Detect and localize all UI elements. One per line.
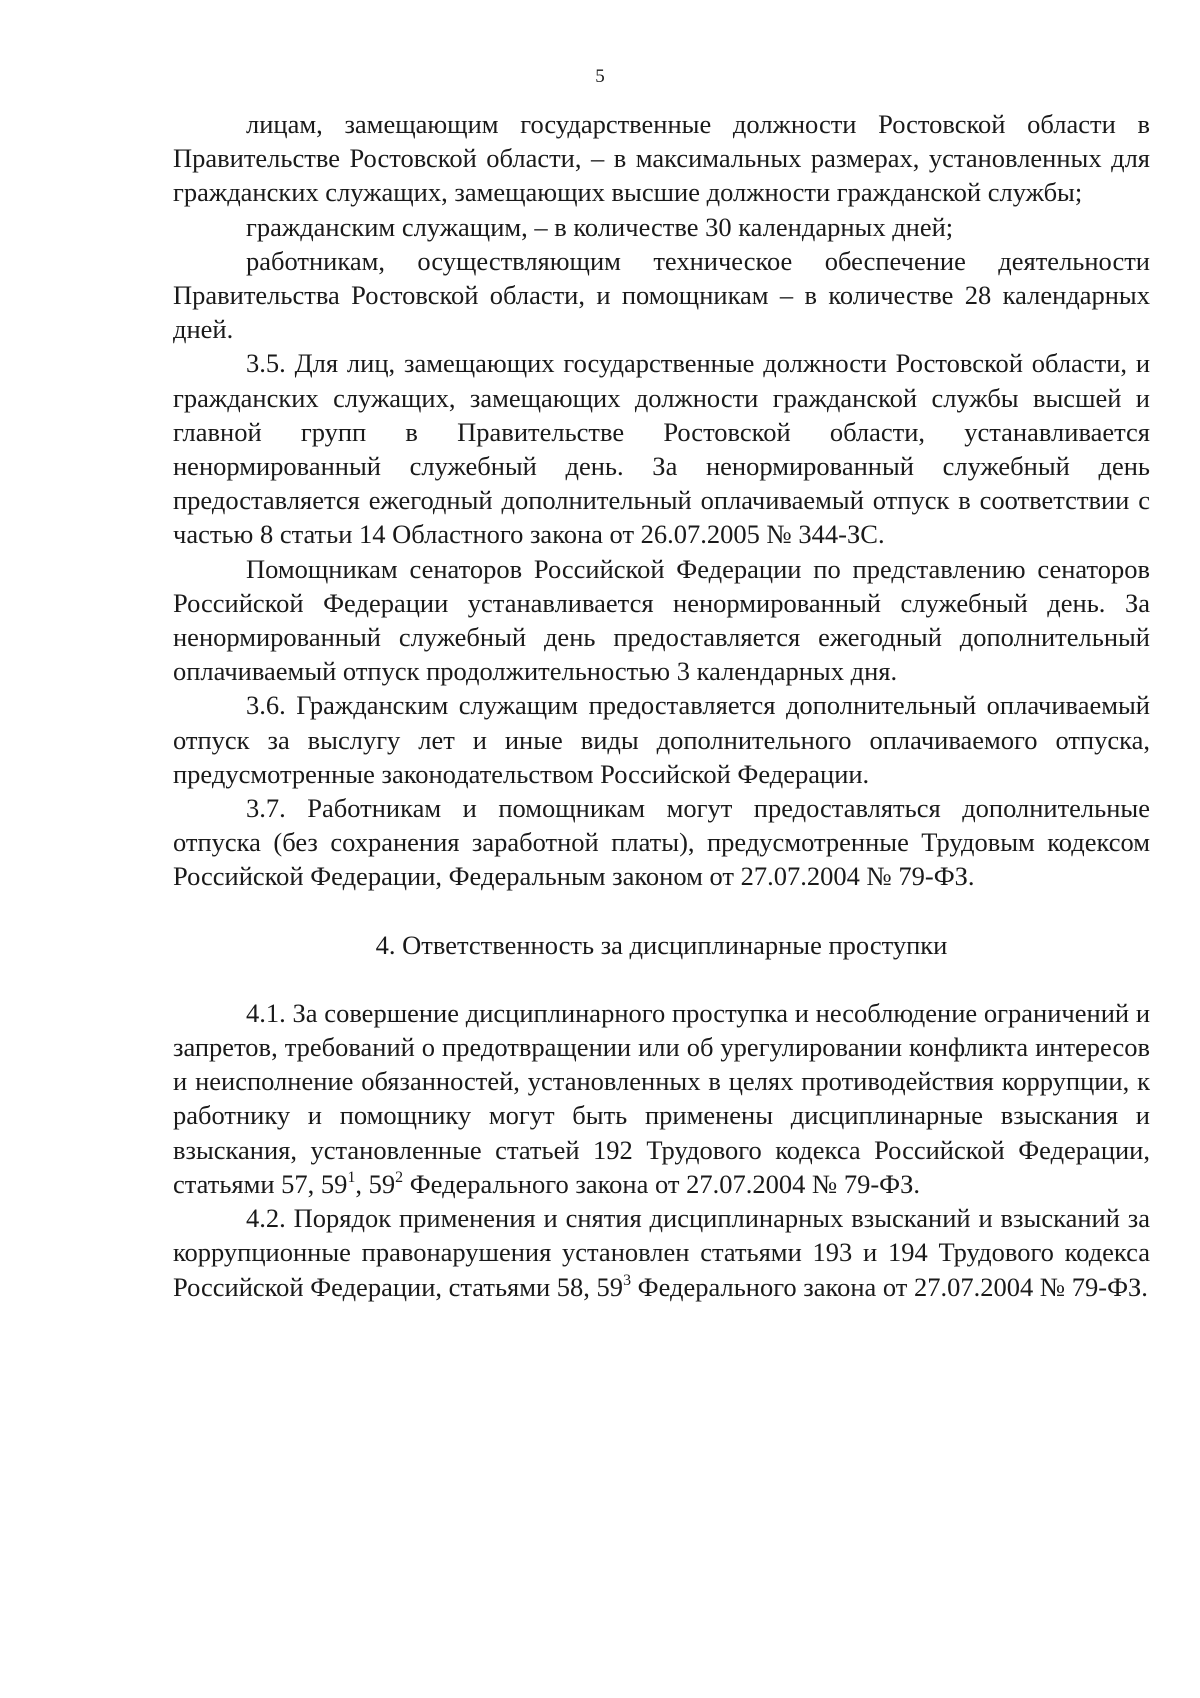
text-run: 4.1. За совершение дисциплинарного проступка и несоблюдение ограничений и запретов, требований о предотвращении или об урегулировании конфликта интересов и неисполнение обязанностей, установленных в целях противодействия коррупции, к работнику и помощнику могут быть применены дисциплинарные взыскания и взыскания, установленные статьей 192 Трудового кодекса Российской Федерации, статьями 57, 59	[173, 997, 1150, 1199]
paragraph-3-6: 3.6. Гражданским служащим предоставляется дополнительный оплачиваемый отпуск за выслугу лет и иные виды дополнительного оплачиваемого отпуска, предусмотренные законодательством Российской Федерации.	[173, 690, 1150, 789]
paragraph-3-5: 3.5. Для лиц, замещающих государственные должности Ростовской области, и гражданских служащих, замещающих должности гражданской службы высшей и главной групп в Правительстве Ростовской области, устанавливается ненормированный служебный день. За ненормированный служебный день предоставляется ежегодный дополнительный оплачиваемый отпуск в соответствии с частью 8 статьи 14 Областного закона от 26.07.2005 № 344-ЗС.	[173, 348, 1150, 550]
section-heading: 4. Ответственность за дисциплинарные проступки	[375, 929, 948, 960]
page-number: 5	[595, 66, 605, 87]
text-run: , 59	[355, 1168, 396, 1199]
superscript: 2	[395, 1168, 404, 1186]
paragraph-4-2	[173, 1201, 1150, 1304]
text-run: 4.2. Порядок применения и снятия дисциплинарных взысканий и взысканий за коррупционные правонарушения установлен статьями 193 и 194 Трудового кодекса Российской Федерации, статьями 58, 59	[173, 1203, 1150, 1302]
superscript: 1	[347, 1168, 356, 1186]
paragraph: работникам, осуществляющим техническое обеспечение деятельности Правительства Ростовской области, и помощникам – в количестве 28 календарных дней.	[173, 245, 1150, 345]
text-run: Федерального закона от 27.07.2004 № 79-ФЗ.	[631, 1271, 1148, 1302]
paragraph: лицам, замещающим государственные должности Ростовской области в Правительстве Ростовской области, – в максимальных размерах, установленных для гражданских служащих, замещающих высшие должности гражданской службы;	[173, 109, 1150, 208]
paragraph: Помощникам сенаторов Российской Федерации по представлению сенаторов Российской Федерации устанавливается ненормированный служебный день. За ненормированный служебный день предоставляется ежегодный дополнительный оплачиваемый отпуск продолжительностью 3 календарных дня.	[173, 553, 1150, 687]
spacer	[173, 894, 1150, 928]
spacer	[173, 962, 1150, 996]
paragraph-3-7: 3.7. Работникам и помощникам могут предоставляться дополнительные отпуска (без сохранения заработной платы), предусмотренные Трудовым кодексом Российской Федерации, Федеральным законом от 27.07.2004 № 79-ФЗ.	[173, 793, 1150, 892]
paragraph: гражданским служащим, – в количестве 30 календарных дней;	[246, 211, 954, 242]
text-run: Федерального закона от 27.07.2004 № 79-ФЗ.	[403, 1168, 921, 1199]
paragraph-4-1	[173, 996, 1150, 1201]
document-body	[173, 107, 1150, 1304]
superscript: 3	[623, 1271, 632, 1289]
